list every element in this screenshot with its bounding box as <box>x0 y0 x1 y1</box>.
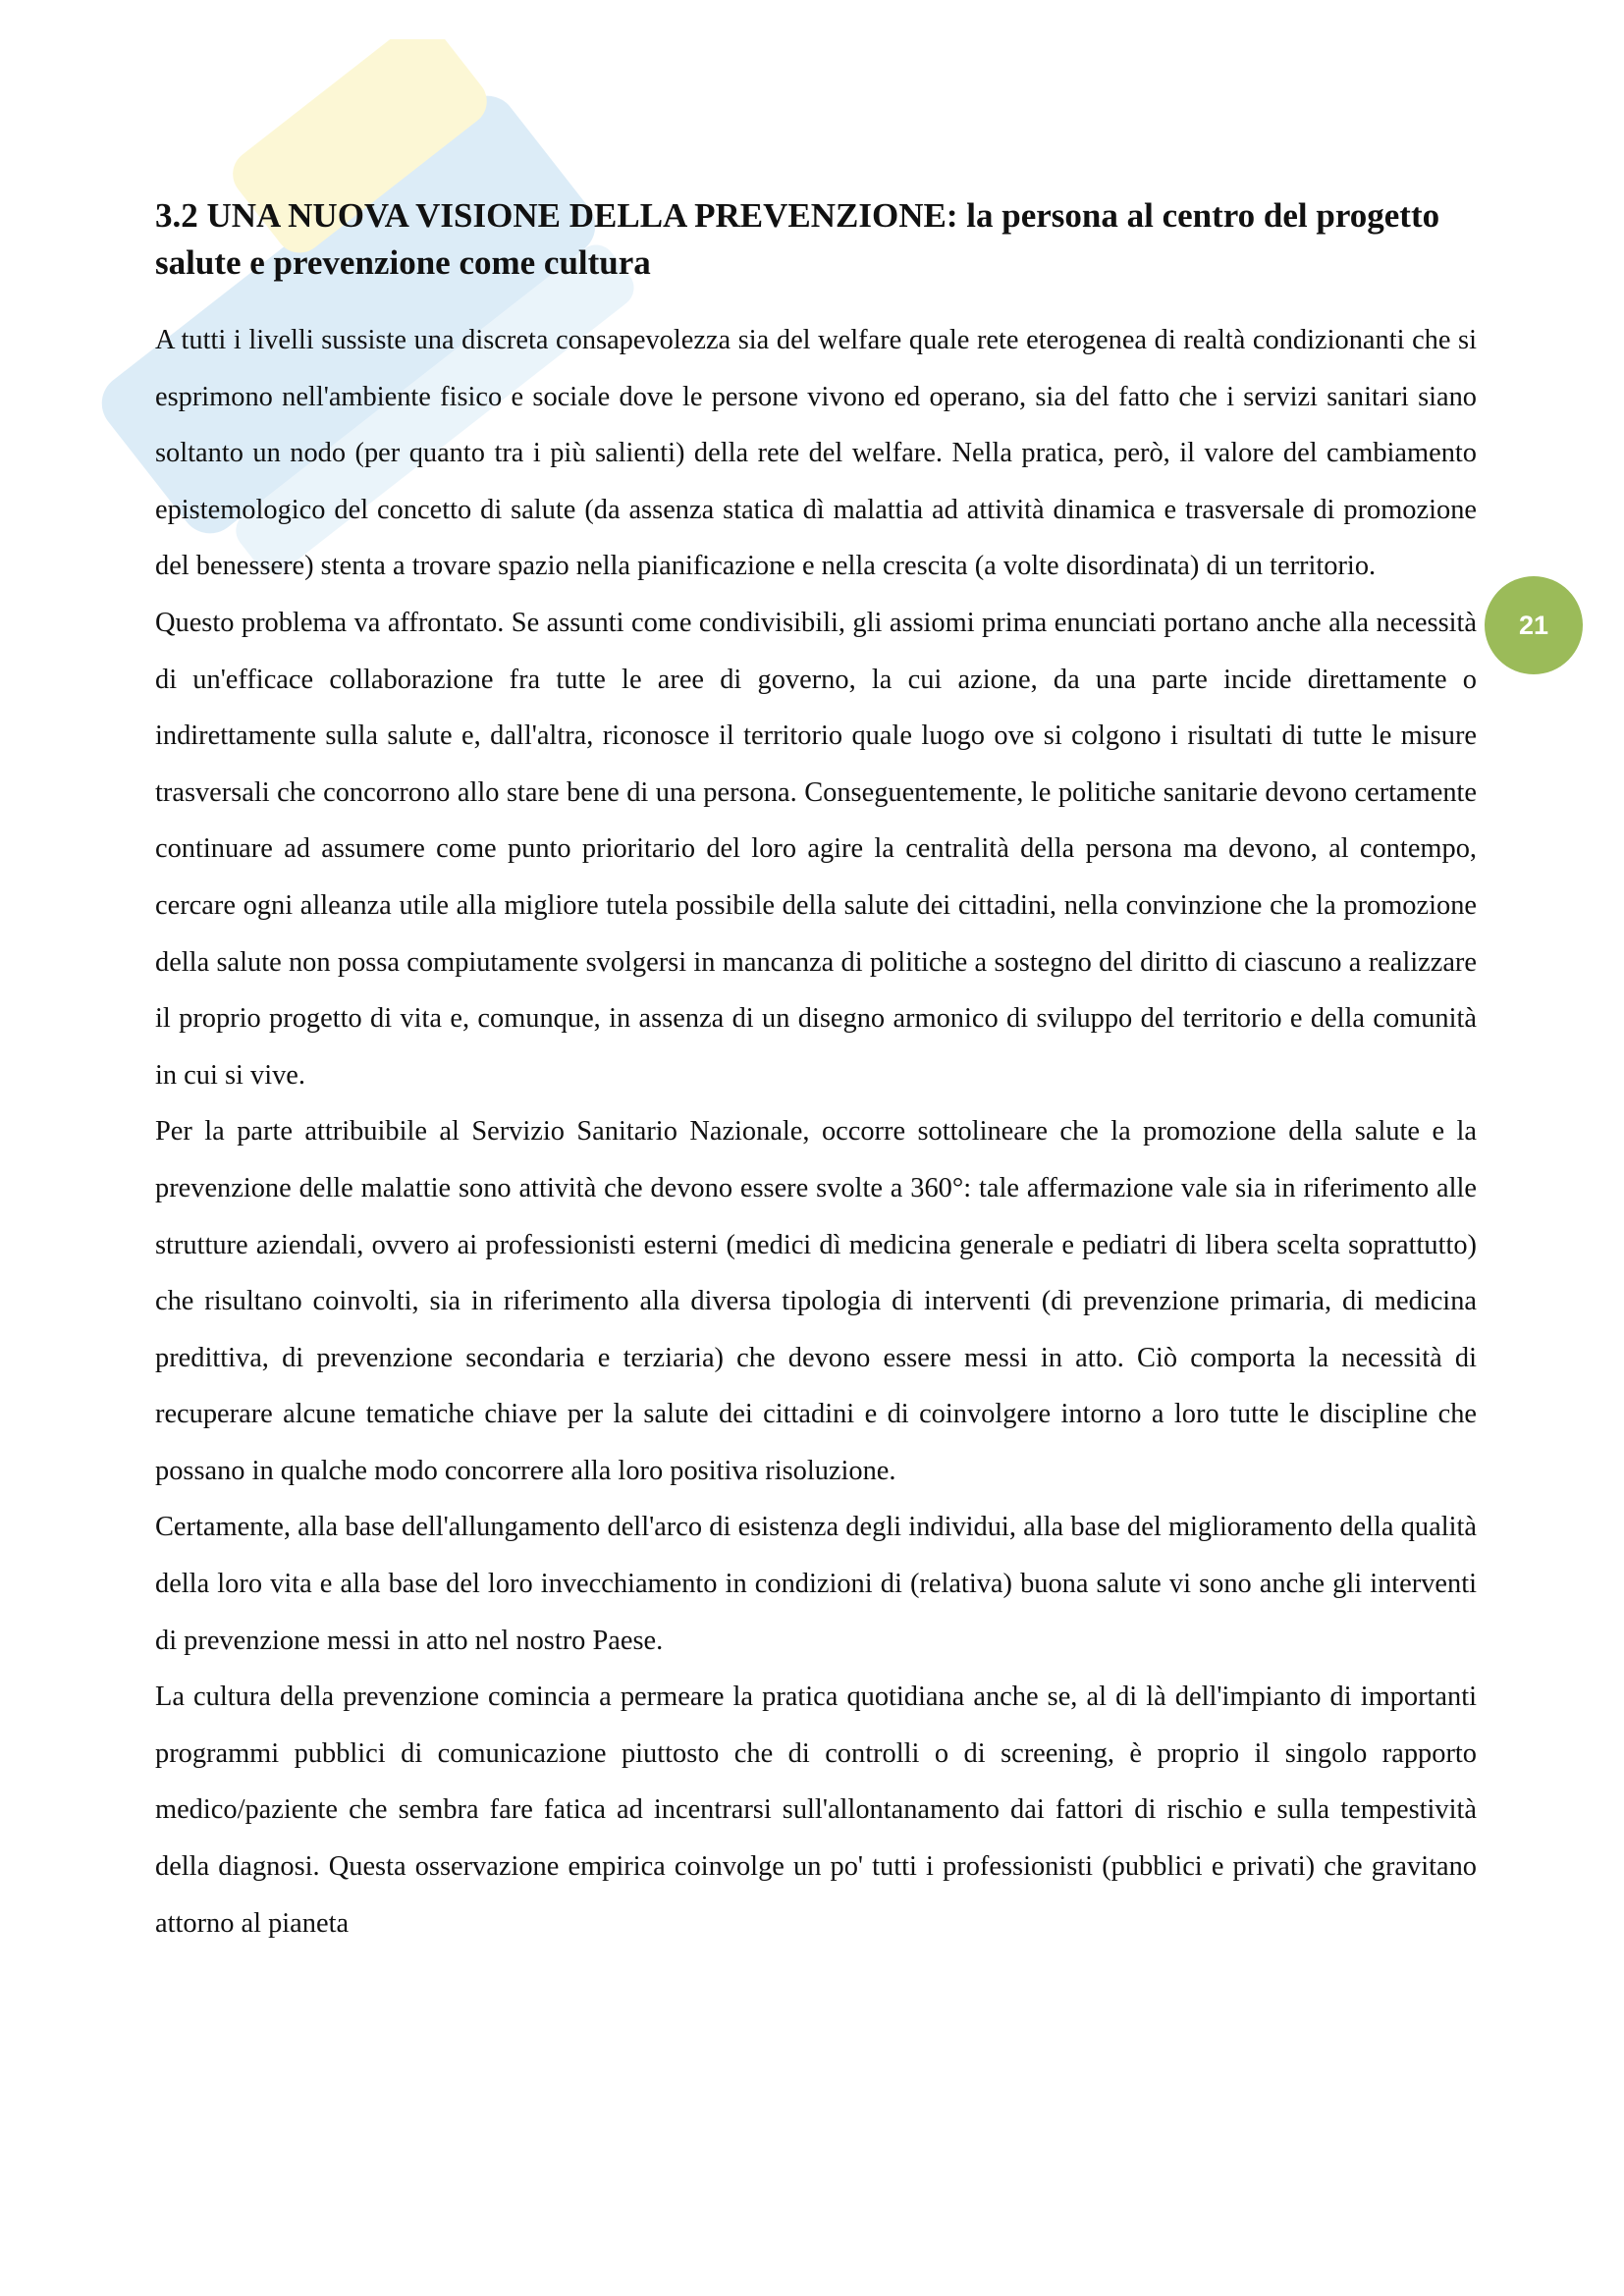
section-heading-subtitle: la persona al centro del progetto salute e prevenzione come cultura <box>155 196 1440 282</box>
section-heading <box>155 192 1477 287</box>
paragraph-1: A tutti i livelli sussiste una discreta consapevolezza sia del welfare quale rete eterogenea di realtà condizionanti che si esprimono nell'ambiente fisico e sociale dove le persone vivono ed operano, sia del fatto che i servizi sanitari siano soltanto un nodo (per quanto tra i più salienti) della rete del welfare. Nella pratica, però, il valore del cambiamento epistemologico del concetto di salute (da assenza statica dì malattia ad attività dinamica e trasversale di promozione del benessere) stenta a trovare spazio nella pianificazione e nella crescita (a volte disordinata) di un territorio. <box>155 325 1477 582</box>
document-body <box>155 192 1477 1951</box>
paragraph-5: La cultura della prevenzione comincia a permeare la pratica quotidiana anche se, al di là dell'impianto di importanti programmi pubblici di comunicazione piuttosto che di controlli o di screening, è proprio il singolo rapporto medico/paziente che sembra fare fatica ad incentrarsi sull'allontanamento dai fattori di rischio e sulla tempestività della diagnosi. Questa osservazione empirica coinvolge un po' tutti i professionisti (pubblici e privati) che gravitano attorno al pianeta <box>155 1682 1477 1939</box>
paragraph-4: Certamente, alla base dell'allungamento dell'arco di esistenza degli individui, alla base del miglioramento della qualità della loro vita e alla base del loro invecchiamento in condizioni di (relativa) buona salute vi sono anche gli interventi di prevenzione messi in atto nel nostro Paese. <box>155 1512 1477 1656</box>
paragraph-3: Per la parte attribuibile al Servizio Sanitario Nazionale, occorre sottolineare che la promozione della salute e la prevenzione delle malattie sono attività che devono essere svolte a 360°: tale affermazione vale sia in riferimento alle strutture aziendali, ovvero ai professionisti esterni (medici dì medicina generale e pediatri di libera scelta soprattutto) che risultano coinvolti, sia in riferimento alla diversa tipologia di interventi (di prevenzione primaria, di medicina predittiva, di prevenzione secondaria e terziaria) che devono essere messi in atto. Ciò comporta la necessità di recuperare alcune tematiche chiave per la salute dei cittadini e di coinvolgere intorno a loro tutte le discipline che possano in qualche modo concorrere alla loro positiva risoluzione. <box>155 1116 1477 1486</box>
section-heading-uppercase: 3.2 UNA NUOVA VISIONE DELLA PREVENZIONE: <box>155 196 958 235</box>
page-number-badge: 21 <box>1485 576 1583 674</box>
paragraph-2: Questo problema va affrontato. Se assunti come condivisibili, gli assiomi prima enunciati portano anche alla necessità di un'efficace collaborazione fra tutte le aree di governo, la cui azione, da una parte incide direttamente o indirettamente sulla salute e, dall'altra, riconosce il territorio quale luogo ove si colgono i risultati di tutte le misure trasversali che concorrono allo stare bene di una persona. Conseguentemente, le politiche sanitarie devono certamente continuare ad assumere come punto prioritario del loro agire la centralità della persona ma devono, al contempo, cercare ogni alleanza utile alla migliore tutela possibile della salute dei cittadini, nella convinzione che la promozione della salute non possa compiutamente svolgersi in mancanza di politiche a sostegno del diritto di ciascuno a realizzare il proprio progetto di vita e, comunque, in assenza di un disegno armonico di sviluppo del territorio e della comunità in cui si vive. <box>155 607 1477 1091</box>
